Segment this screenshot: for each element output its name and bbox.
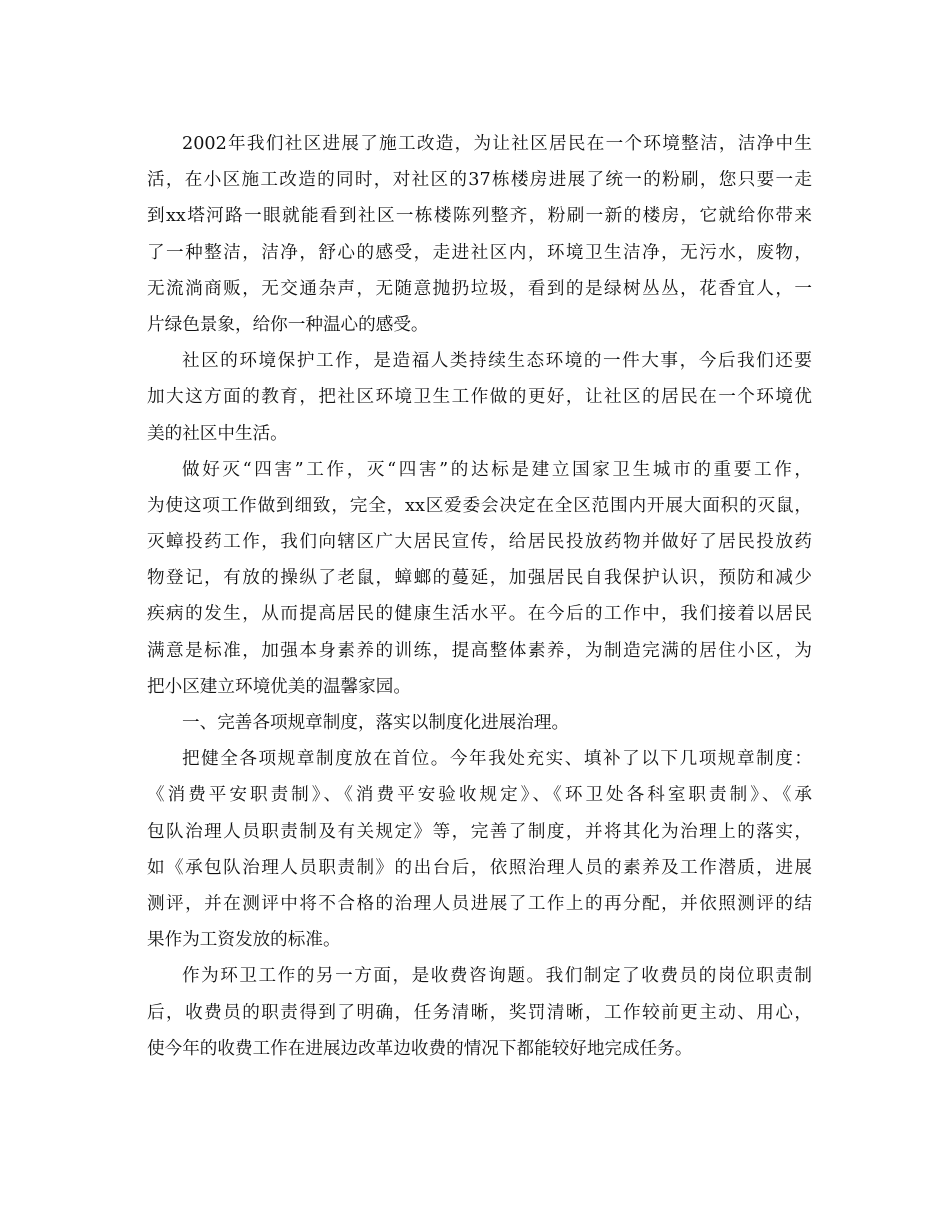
text-line: 果作为工资发放的标准。 xyxy=(147,930,341,951)
text-line: 到xx塔河路一眼就能看到社区一栋楼陈列整齐，粉刷一新的楼房，它就给你带来 xyxy=(147,206,812,227)
paragraph-fee-collection xyxy=(147,958,812,1067)
text-line: 如《承包队治理人员职责制》的出台后，依照治理人员的素养及工作潜质，进展 xyxy=(147,857,812,878)
paragraph-rules-system xyxy=(147,741,812,958)
text-line: 为使这项工作做到细致，完全，xx区爱委会决定在全区范围内开展大面积的灭鼠， xyxy=(147,495,812,516)
text-line: 片绿色景象，给你一种温心的感受。 xyxy=(147,314,429,335)
text-line: 包队治理人员职责制及有关规定》等，完善了制度，并将其化为治理上的落实， xyxy=(147,821,812,842)
text-line: 社区的环境保护工作，是造福人类持续生态环境的一件大事，今后我们还要 xyxy=(182,351,812,372)
text-line: 《消费平安职责制》、《消费平安验收规定》、《环卫处各科室职责制》、《承 xyxy=(147,785,812,806)
text-line: 把小区建立环境优美的温馨家园。 xyxy=(147,676,411,697)
text-line: 后，收费员的职责得到了明确，任务清晰，奖罚清晰，工作较前更主动、用心， xyxy=(147,1002,812,1023)
text-line: 物登记，有放的操纵了老鼠，蟑螂的蔓延，加强居民自我保护认识，预防和减少 xyxy=(147,568,812,589)
text-line: 满意是标准，加强本身素养的训练，提高整体素养，为制造完满的居住小区，为 xyxy=(147,640,812,661)
text-line: 灭蟑投药工作，我们向辖区广大居民宣传，给居民投放药物并做好了居民投放药 xyxy=(147,532,812,553)
text-line: 做好灭“四害”工作，灭“四害”的达标是建立国家卫生城市的重要工作， xyxy=(182,459,812,480)
text-line: 加大这方面的教育，把社区环境卫生工作做的更好，让社区的居民在一个环境优 xyxy=(147,387,812,408)
text-line: 美的社区中生活。 xyxy=(147,423,288,444)
paragraph-environment-protection xyxy=(147,343,812,452)
text-line: 2002年我们社区进展了施工改造，为让社区居民在一个环境整洁，洁净中生 xyxy=(182,134,812,154)
text-line: 作为环卫工作的另一方面，是收费咨询题。我们制定了收费员的岗位职责制 xyxy=(182,966,812,987)
section-heading-rules xyxy=(147,705,812,741)
text-line: 无流淌商贩，无交通杂声，无随意抛扔垃圾，看到的是绿树丛丛，花香宜人，一 xyxy=(147,278,812,299)
text-line: 使今年的收费工作在进展边改革边收费的情况下都能较好地完成任务。 xyxy=(147,1038,693,1059)
document-body xyxy=(147,126,812,1067)
paragraph-four-pests xyxy=(147,452,812,705)
section-heading: 一、完善各项规章制度，落实以制度化进展治理。 xyxy=(182,713,570,733)
text-line: 疾病的发生，从而提高居民的健康生活水平。在今后的工作中，我们接着以居民 xyxy=(147,604,812,625)
paragraph-community-renovation xyxy=(147,126,812,343)
text-line: 把健全各项规章制度放在首位。今年我处充实、填补了以下几项规章制度： xyxy=(182,749,812,770)
text-line: 了一种整洁，洁净，舒心的感受，走进社区内，环境卫生洁净，无污水，废物， xyxy=(147,242,812,263)
text-line: 活，在小区施工改造的同时，对社区的37栋楼房进展了统一的粉刷，您只要一走 xyxy=(147,170,812,191)
text-line: 测评，并在测评中将不合格的治理人员进展了工作上的再分配，并依照测评的结 xyxy=(147,893,812,914)
